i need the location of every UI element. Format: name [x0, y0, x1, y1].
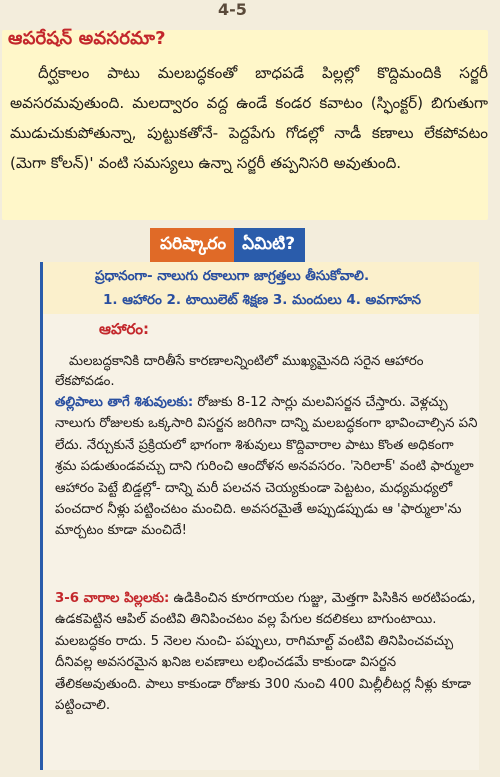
- banner-part2: ఏమిటి?: [234, 228, 305, 262]
- question-heading: ఆపరేషన్ అవసరమా?: [8, 28, 166, 49]
- question-body: దీర్ఘకాలం పాటు మలబద్ధకంతో బాధపడే పిల్లల్లో కొద్దిమందికి సర్జరీ అవసరమవుతుంది. మలద్వారం వద్ద ఉండే కండర కవాటం (స్ఫింక్టర్) బిగుతుగా ముడుచుకుపోతున్నా, పుట్టుకతోనే- పెద్దపేగు గోడల్లో నాడీ కణాలు లేకపోవటం (మెగా కోలన్)' వంటి సమస్యలు ఉన్నా సర్జరీ తప్పనిసరి అవుతుంది.: [10, 64, 488, 172]
- weeks-heading: 3-6 వారాల పిల్లలకు:: [55, 591, 170, 606]
- food-heading: ఆహారం:: [99, 320, 149, 338]
- banner-part1: పరిష్కారం: [150, 228, 234, 262]
- breastfed-heading: తల్లిపాలు తాగే శిశువులకు:: [55, 395, 194, 410]
- solution-banner: [150, 228, 305, 262]
- paragraph-food-intro: మలబద్ధకానికి దారితీసే కారణాలన్నింటిలో ముఖ్యమైనది సరైన ఆహారం లేకపోవడం.: [55, 354, 424, 389]
- weeks-body: ఉడికించిన కూరగాయల గుజ్జు, మెత్తగా పిసికిన అరటిపండు, ఉడకపెట్టిన ఆపిల్ వంటివి తినిపించటం వల్ల పేగుల కదలికలు బాగుంటాయి. మలబద్ధకం రాదు. 5 నెలల నుంచి- పప్పులు, రాగిమాల్ట్ వంటివి తినిపించవచ్చు దీనివల్ల అవసరమైన ఖనిజ లవణాలు లభించడమే కాకుండా విసర్జన తేలికఅవుతుంది. పాలు కాకుండా రోజుకు 300 నుంచి 400 మిల్లీలీటర్ల నీళ్లు కూడా పట్టించాలి.: [55, 591, 476, 714]
- paragraph-3-6-weeks: [55, 588, 479, 716]
- intro-line-2: 1. ఆహారం 2. టాయిలెట్ శిక్షణ 3. మందులు 4. అవగాహన: [103, 292, 421, 308]
- solution-section: [40, 262, 479, 770]
- intro-line-1: ప్రధానంగా- నాలుగు రకాలుగా జాగ్రత్తలు తీసుకోవాలి.: [95, 268, 370, 284]
- page-number: 4-5: [218, 0, 247, 19]
- breastfed-body: రోజుకు 8-12 సార్లు మలవిసర్జన చేస్తారు. వెళ్లచ్చు నాలుగు రోజులకు ఒక్కసారి విసర్జన జరిగినా దాన్ని మలబద్ధకంగా భావించాల్సిన పని లేదు. నేర్చుకునే ప్రక్రియలో భాగంగా శిశువులు కొద్దివారాల పాటు కొంత అధికంగా శ్రమ పడుతుండవచ్చు దాని గురించి ఆందోళన అనవసరం. 'సెరిలాక్' వంటి ఫార్ములా ఆహారం పెట్టే బిడ్డల్లో- దాన్ని మరీ పలచన చెయ్యకుండా పెట్టటం, మధ్యమధ్యలో పంచదార నీళ్లు పట్టించటం మంచిది. అవసరమైతే అప్పుడప్పుడు ఆ 'ఫార్ములా'ను మార్చటం కూడా మంచిదే!: [55, 395, 478, 539]
- paragraph-breastfed: [55, 392, 479, 542]
